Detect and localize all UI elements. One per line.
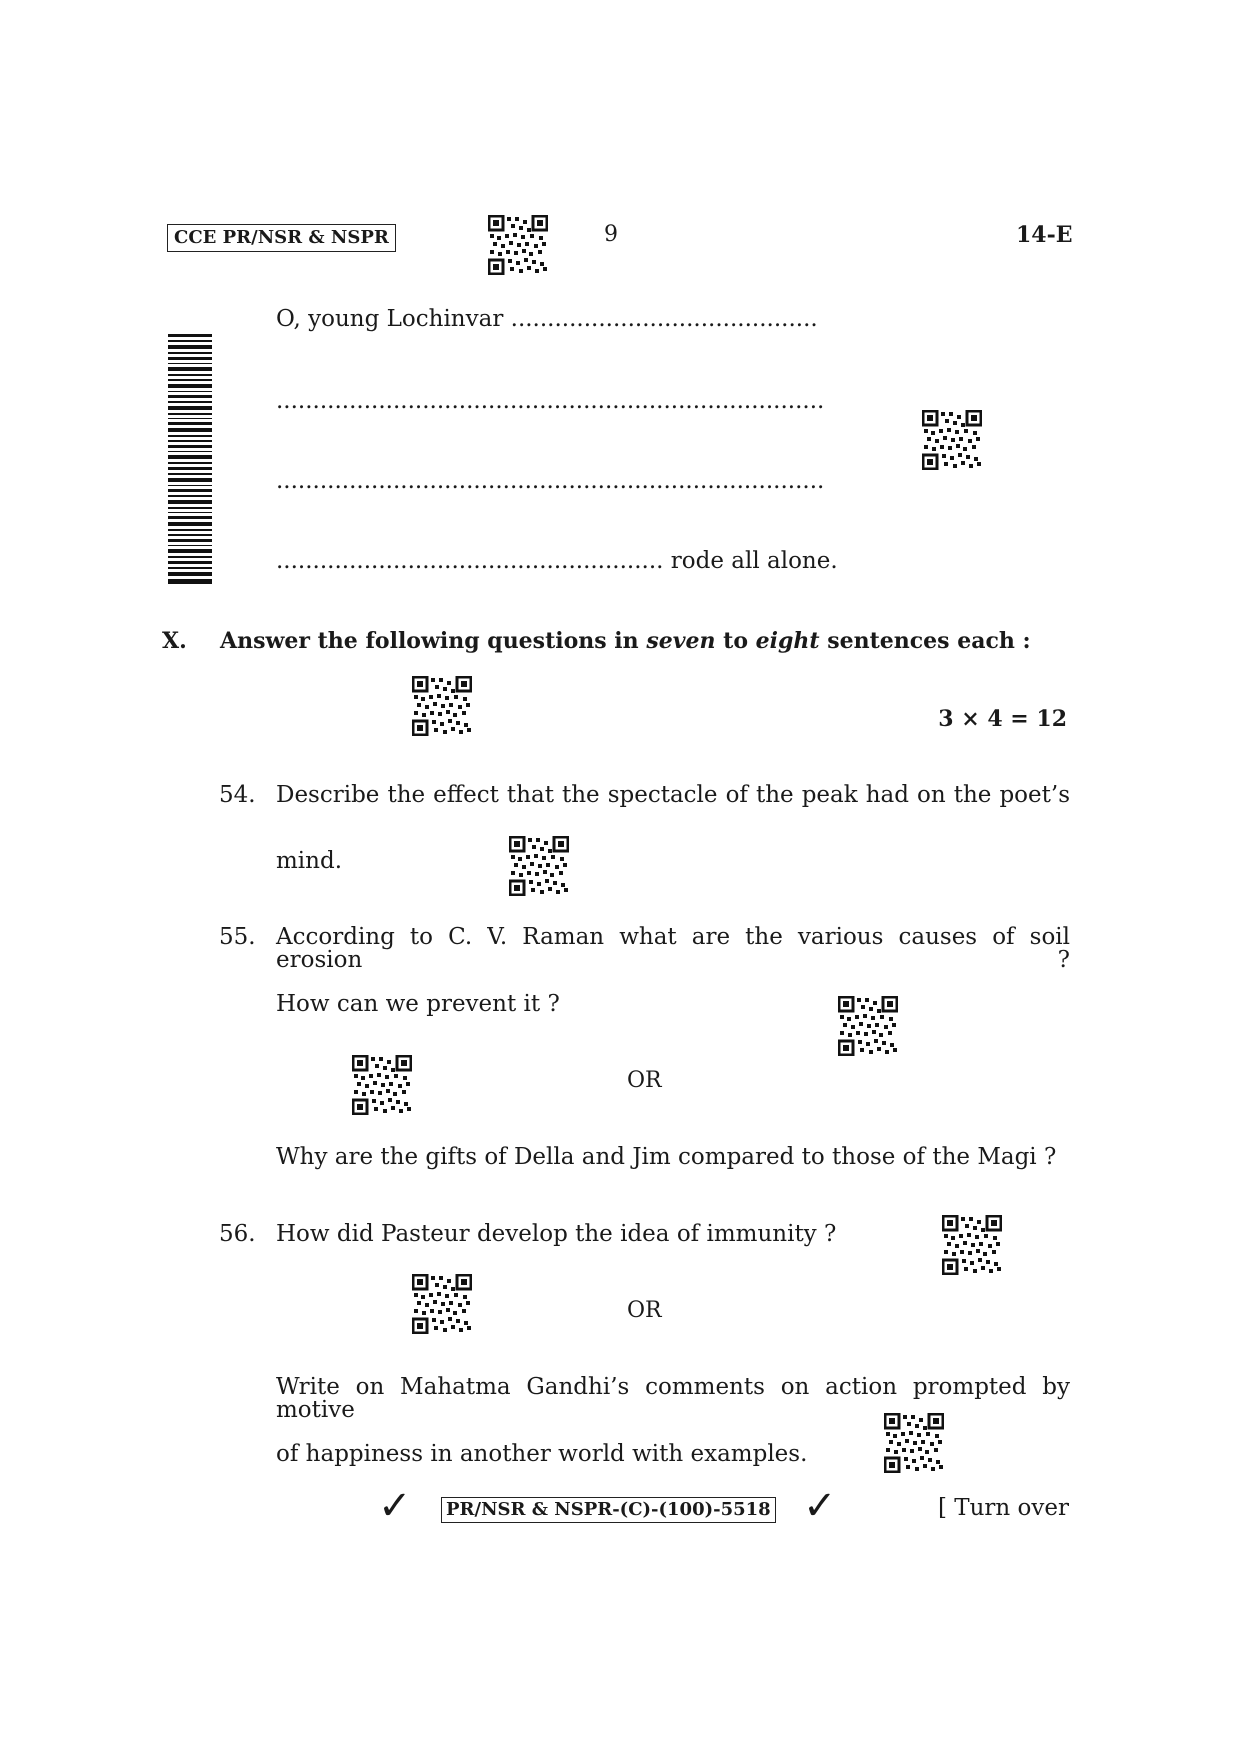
qr-code-icon <box>352 1055 412 1115</box>
qr-code-icon <box>884 1413 944 1473</box>
question-55-alternative: Why are the gifts of Della and Jim compared to those of the Magi ? <box>276 1144 1057 1170</box>
poem-line-2: ........................................................................... <box>276 388 825 414</box>
checkmark-icon: ✓ <box>378 1483 412 1529</box>
page-number: 9 <box>604 222 618 247</box>
qr-code-icon <box>412 676 472 736</box>
question-number-54: 54. <box>219 782 256 808</box>
footer-code-box: PR/NSR & NSPR-(C)-(100)-5518 <box>441 1497 776 1523</box>
poem-line-1: O, young Lochinvar .......................................... <box>276 306 818 332</box>
exam-code-box: CCE PR/NSR & NSPR <box>167 224 396 252</box>
section-instruction: Answer the following questions in seven to eight sentences each : <box>220 628 1031 654</box>
question-number-55: 55. <box>219 924 256 950</box>
question-55-line-1: According to C. V. Raman what are the various causes of soil erosion ? <box>276 924 1070 973</box>
marks-allocation: 3 × 4 = 12 <box>938 706 1067 732</box>
qr-code-icon <box>488 215 548 275</box>
question-55-line-2: How can we prevent it ? <box>276 991 560 1017</box>
section-letter: X. <box>162 628 187 654</box>
qr-code-icon <box>838 996 898 1056</box>
turn-over-label: [ Turn over <box>937 1495 1069 1521</box>
question-54-line-2: mind. <box>276 848 343 874</box>
qr-code-icon <box>509 836 569 896</box>
barcode-icon <box>168 334 212 584</box>
or-divider: OR <box>627 1298 662 1323</box>
qr-code-icon <box>922 410 982 470</box>
question-56-line-1: How did Pasteur develop the idea of immunity ? <box>276 1221 837 1247</box>
poem-line-4: ..................................................... rode all alone. <box>276 548 838 574</box>
checkmark-icon: ✓ <box>803 1483 837 1529</box>
question-56-alternative-line-2: of happiness in another world with examples. <box>276 1441 808 1467</box>
question-54-line-1: Describe the effect that the spectacle of the peak had on the poet’s <box>276 782 1070 808</box>
qr-code-icon <box>412 1274 472 1334</box>
paper-code: 14-E <box>1016 222 1073 248</box>
question-56-alternative-line-1: Write on Mahatma Gandhi’s comments on action prompted by motive <box>276 1374 1070 1423</box>
qr-code-icon <box>942 1215 1002 1275</box>
question-number-56: 56. <box>219 1221 256 1247</box>
or-divider: OR <box>627 1068 662 1093</box>
poem-line-3: ........................................................................... <box>276 468 825 494</box>
